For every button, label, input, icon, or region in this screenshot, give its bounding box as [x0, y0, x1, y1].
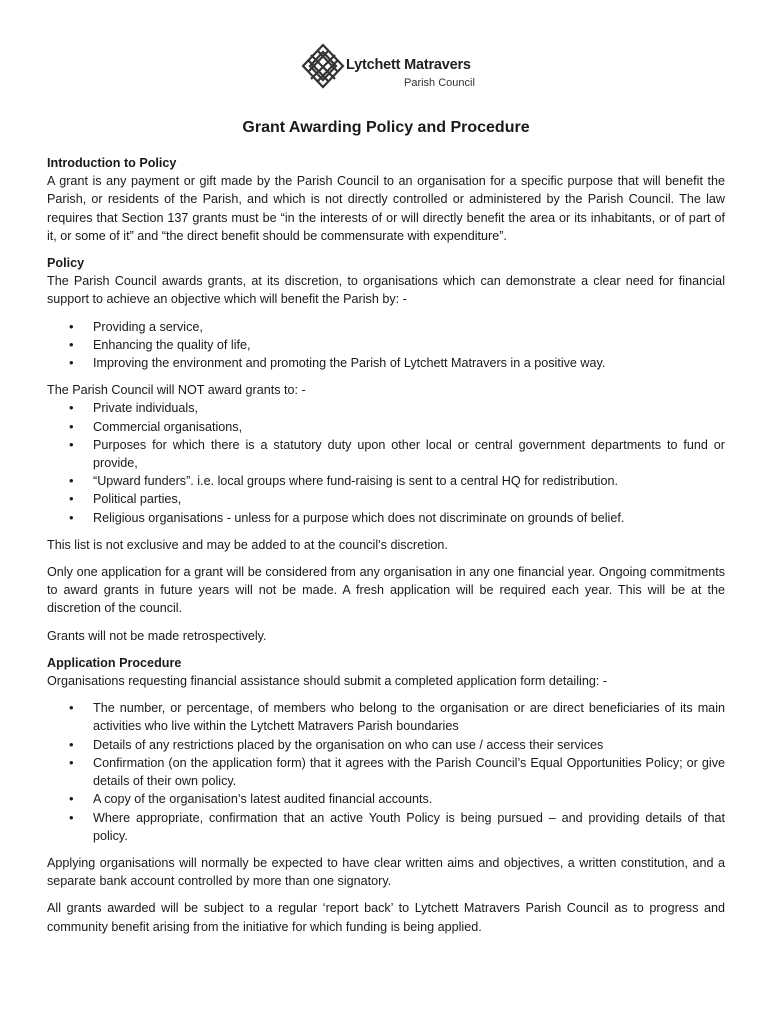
benefits-list: [47, 318, 725, 373]
list-item: • Political parties,: [47, 490, 725, 508]
list-item: • Confirmation (on the application form) that it agrees with the Parish Council’s Equal Opportunities Policy; or give details of their own policy.: [47, 754, 725, 790]
list-item: • Details of any restrictions placed by the organisation on who can use / access their services: [47, 736, 725, 754]
intro-text: A grant is any payment or gift made by the Parish Council to an organisation for a specific purpose that will benefit the Parish, or residents of the Parish, and which is not directly controlled or administered by the Parish Council. The law requires that Section 137 grants must be “in the interests of or will directly benefit the area or its inhabitants, or of part of it, or some of it” and “the direct benefit should be commensurate with expenditure”.: [47, 174, 725, 243]
policy-text: The Parish Council awards grants, at its discretion, to organisations which can demonstrate a clear need for financial support to achieve an objective which will benefit the Parish by: -: [47, 274, 725, 307]
list-item: • Providing a service,: [47, 318, 725, 336]
one-application-text: Only one application for a grant will be considered from any organisation in any one financial year. Ongoing commitments to award grants in future years will not be made. A fresh application will be required each year. This will be at the discretion of the council.: [47, 565, 725, 616]
application-list: [47, 699, 725, 845]
report-back-text: All grants awarded will be subject to a regular ‘report back’ to Lytchett Matravers Parish Council as to progress and community benefit arising from the initiative for which funding is being applied.: [47, 901, 725, 934]
list-item: • Improving the environment and promoting the Parish of Lytchett Matravers in a positive way.: [47, 354, 725, 372]
aims-text: Applying organisations will normally be expected to have clear written aims and objectives, a written constitution, and a separate bank account controlled by more than one signatory.: [47, 855, 725, 889]
list-item: • The number, or percentage, of members who belong to the organisation or are direct beneficiaries of its main activities who live within the Lytchett Matravers Parish boundaries: [47, 699, 725, 735]
document-body: [47, 117, 725, 945]
list-item: • Purposes for which there is a statutory duty upon other local or central government departments to fund or provide,: [47, 436, 725, 472]
application-heading: Application Procedure: [47, 655, 182, 670]
list-item: • Private individuals,: [47, 399, 725, 417]
application-text: Organisations requesting financial assistance should submit a completed application form detailing: -: [47, 674, 608, 689]
list-item: • A copy of the organisation’s latest audited financial accounts.: [47, 790, 725, 808]
document-title: Grant Awarding Policy and Procedure: [242, 119, 530, 136]
knot-logo-icon: [300, 42, 346, 90]
intro-heading: Introduction to Policy: [47, 156, 177, 170]
list-item: • Commercial organisations,: [47, 418, 725, 436]
logo-subtitle: Parish Council: [404, 77, 475, 89]
policy-heading: Policy: [47, 256, 85, 271]
not-award-intro: The Parish Council will NOT award grants to: -: [47, 383, 306, 398]
list-item: • Enhancing the quality of life,: [47, 336, 725, 354]
list-item: • Where appropriate, confirmation that an active Youth Policy is being pursued – and providing details of that policy.: [47, 809, 725, 845]
logo-name: Lytchett Matravers: [346, 57, 471, 73]
parish-council-logo: [300, 42, 480, 92]
list-item: • “Upward funders”. i.e. local groups where fund-raising is sent to a central HQ for redistribution.: [47, 472, 725, 490]
not-exclusive-text: This list is not exclusive and may be added to at the council’s discretion.: [47, 537, 448, 552]
list-item: • Religious organisations - unless for a purpose which does not discriminate on grounds of belief.: [47, 509, 725, 527]
exclusions-list: [47, 399, 725, 526]
retrospective-text: Grants will not be made retrospectively.: [47, 628, 267, 643]
